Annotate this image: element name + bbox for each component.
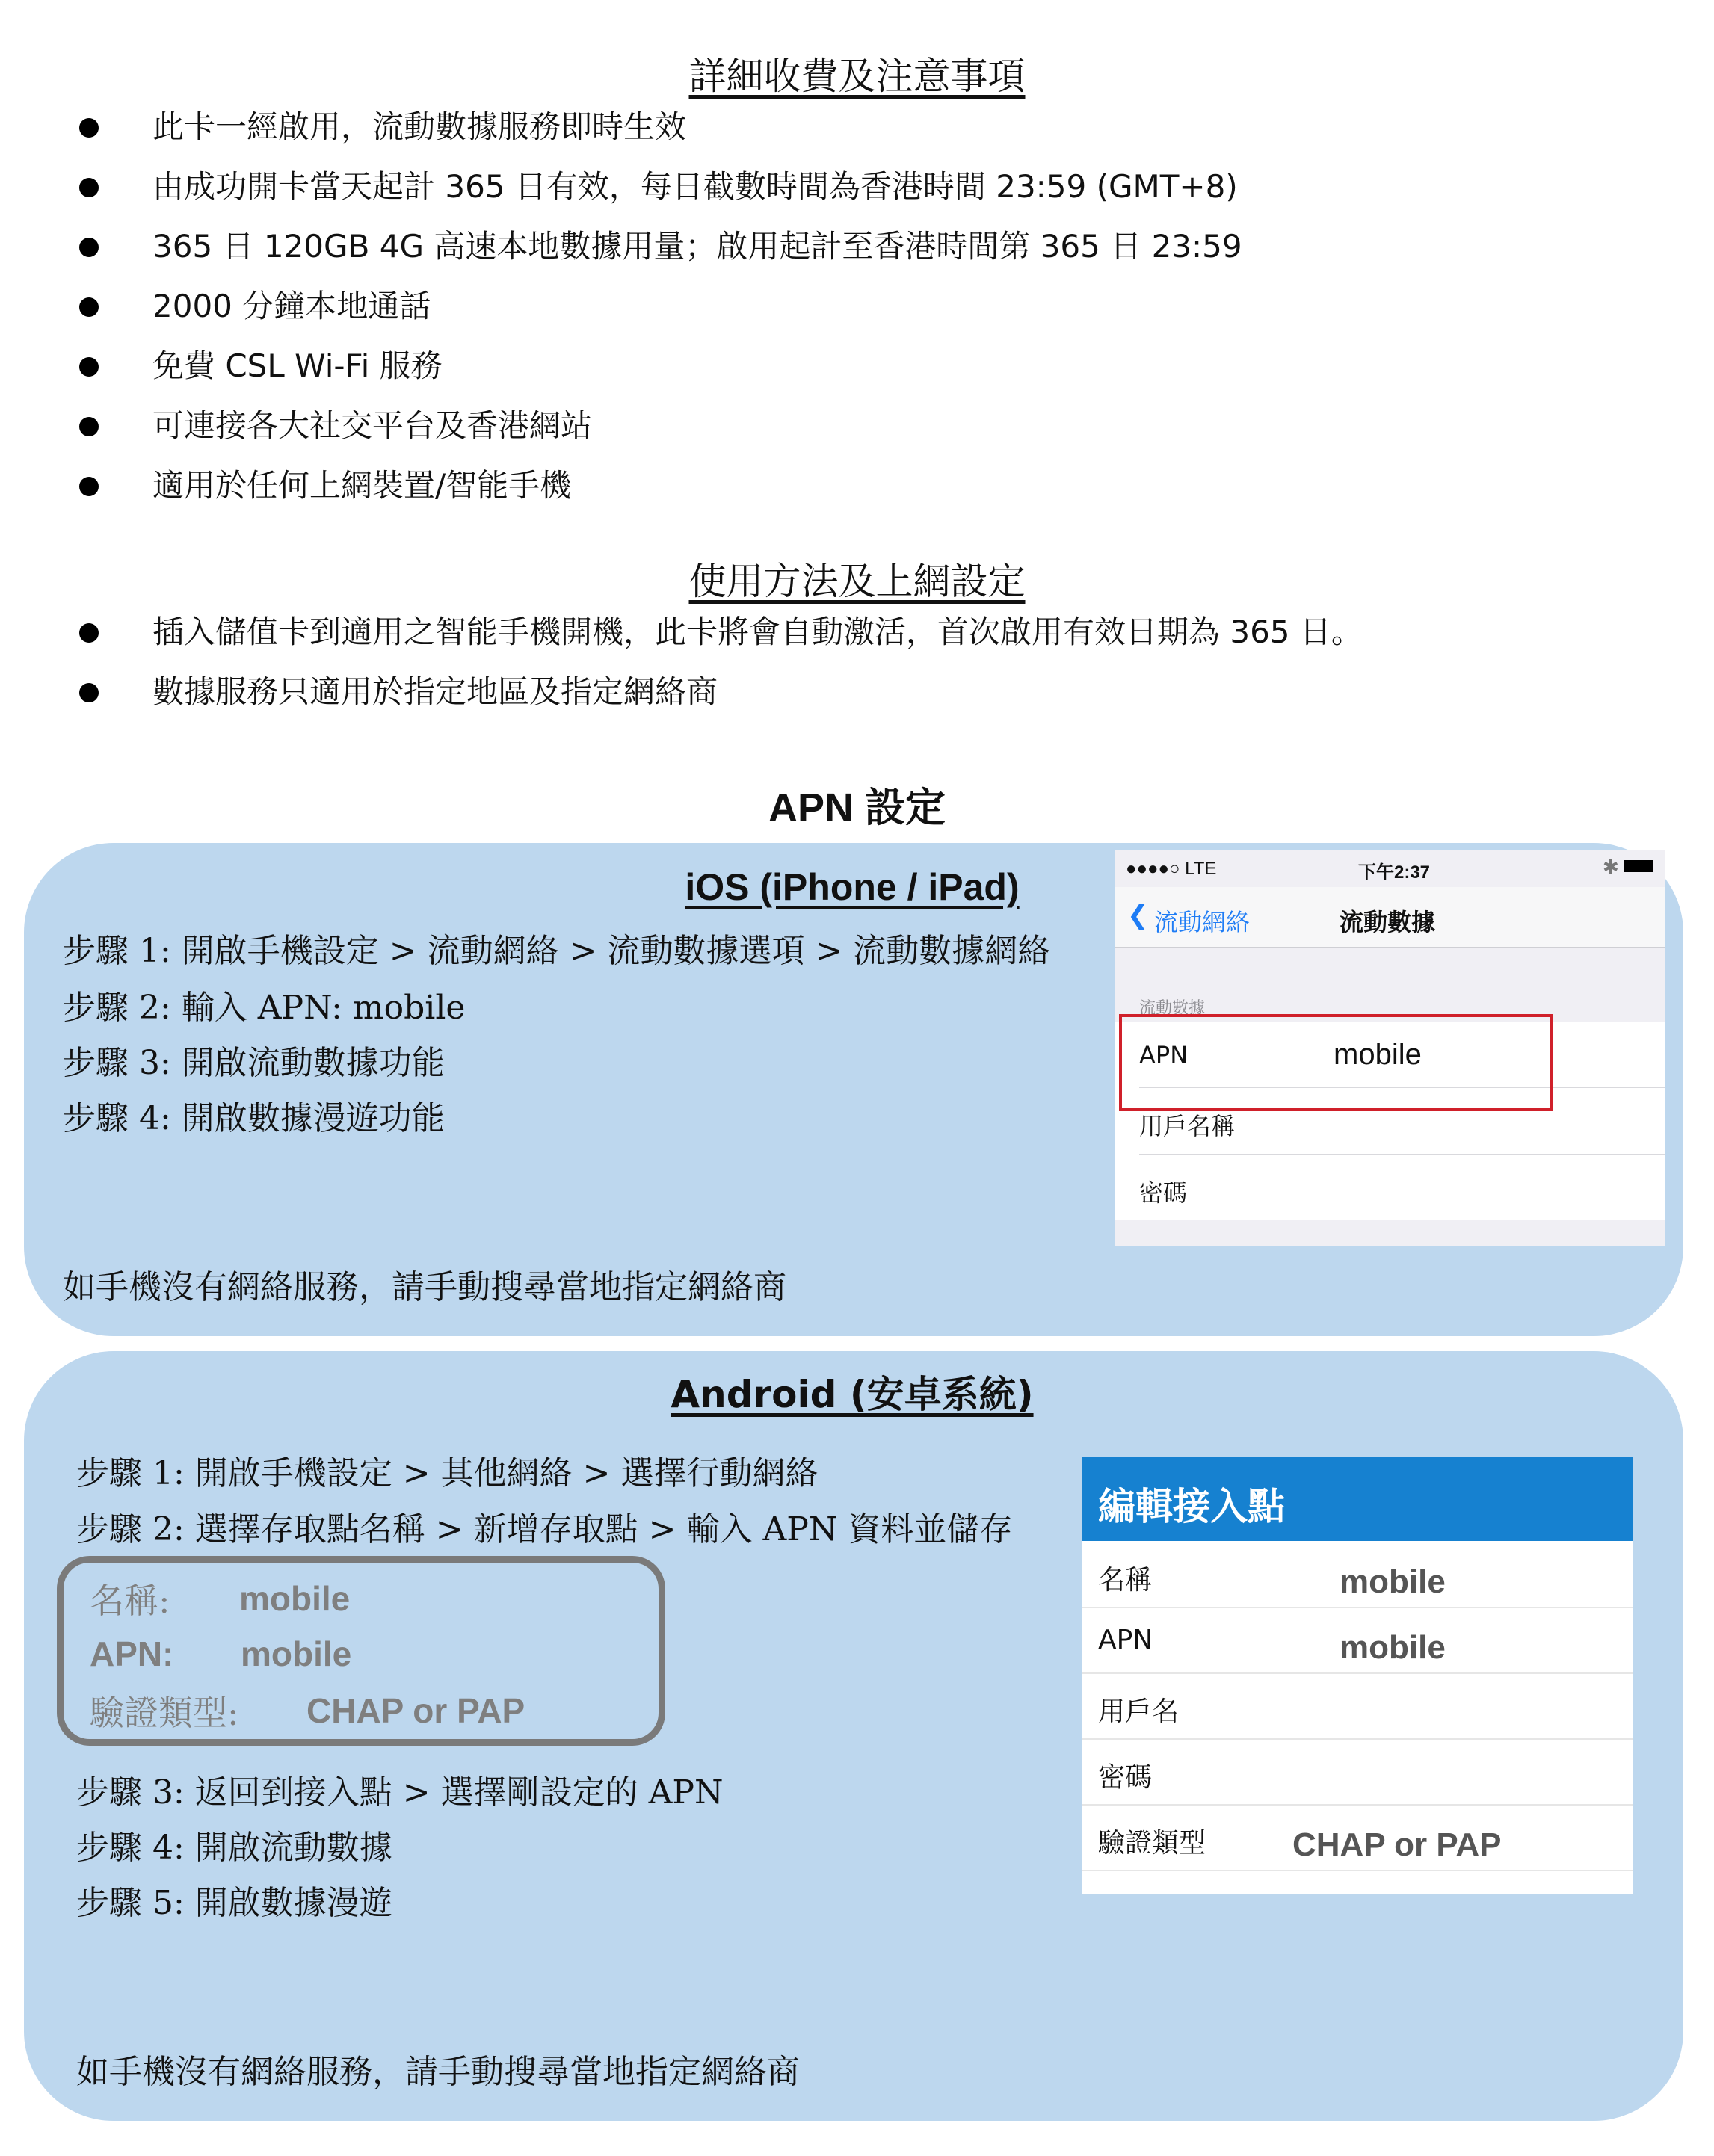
- ios-step-4: 步驟 4: 開啟數據漫遊功能: [63, 1099, 445, 1137]
- ios-screenshot: [1115, 850, 1665, 1246]
- summary-value: mobile: [239, 1579, 351, 1618]
- summary-label: 驗證類型:: [90, 1693, 239, 1733]
- ios-step-2: 步驟 2: 輸入 APN: mobile: [63, 989, 466, 1027]
- auth-type-row[interactable]: [1082, 1806, 1633, 1871]
- summary-value: CHAP or PAP: [306, 1691, 525, 1730]
- fees-list: [75, 97, 1242, 516]
- list-item: 由成功開卡當天起計 365 日有效，每日截數時間為香港時間 23:59 (GMT+8): [75, 157, 1242, 217]
- back-chevron-icon[interactable]: ❮: [1127, 901, 1149, 930]
- usage-heading: 使用方法及上網設定: [688, 560, 1026, 603]
- apn-highlight-box: [1119, 1014, 1553, 1111]
- summary-label: 名稱:: [90, 1581, 170, 1621]
- apn-value[interactable]: mobile: [1340, 1629, 1446, 1666]
- bullet-icon: [79, 683, 99, 702]
- section-header: 流動數據: [1139, 999, 1206, 1018]
- back-button[interactable]: 流動網絡: [1154, 908, 1251, 936]
- ios-status-bar: [1115, 850, 1665, 887]
- bluetooth-icon: ✱: [1603, 856, 1619, 878]
- android-note: 如手機沒有網絡服務，請手動搜尋當地指定網絡商: [76, 2053, 800, 2091]
- battery-icon: [1624, 860, 1653, 872]
- usage-list: [75, 602, 1363, 722]
- nav-title: 流動數據: [1340, 908, 1436, 936]
- ios-title: iOS (iPhone / iPad): [685, 866, 1020, 908]
- ios-nav-bar: [1115, 887, 1665, 948]
- name-value[interactable]: mobile: [1340, 1563, 1446, 1600]
- row-label: APN: [1098, 1625, 1153, 1655]
- bullet-icon: [79, 477, 99, 496]
- list-item: 免費 CSL Wi-Fi 服務: [75, 336, 1242, 396]
- android-step-4: 步驟 4: 開啟流動數據: [76, 1829, 392, 1867]
- bullet-icon: [79, 297, 99, 317]
- android-step-5: 步驟 5: 開啟數據漫遊: [76, 1884, 392, 1922]
- row-label: APN: [1139, 1041, 1189, 1069]
- bullet-icon: [79, 417, 99, 436]
- bullet-icon: [79, 623, 99, 643]
- android-header: [1082, 1457, 1633, 1541]
- bullet-icon: [79, 178, 99, 197]
- bullet-icon: [79, 118, 99, 138]
- ios-step-1: 步驟 1: 開啟手機設定 > 流動網絡 > 流動數據選項 > 流動數據網絡: [63, 932, 1051, 970]
- ios-note: 如手機沒有網絡服務，請手動搜尋當地指定網絡商: [63, 1268, 786, 1306]
- list-item: 365 日 120GB 4G 高速本地數據用量；啟用起計至香港時間第 365 日 23:59: [75, 217, 1242, 277]
- bullet-icon: [79, 357, 99, 377]
- status-time: 下午2:37: [1358, 862, 1431, 883]
- row-label: 用戶名: [1098, 1696, 1180, 1727]
- row-label: 驗證類型: [1098, 1828, 1206, 1859]
- apn-row[interactable]: [1082, 1608, 1633, 1674]
- password-row[interactable]: [1139, 1155, 1665, 1220]
- apn-value[interactable]: mobile: [1334, 1038, 1422, 1071]
- android-screenshot: [1082, 1457, 1633, 1894]
- summary-value: mobile: [241, 1634, 352, 1673]
- auth-type-value[interactable]: CHAP or PAP: [1292, 1826, 1502, 1863]
- row-label: 密碼: [1098, 1762, 1153, 1793]
- android-step-1: 步驟 1: 開啟手機設定 > 其他網絡 > 選擇行動網絡: [76, 1454, 819, 1492]
- list-item: 插入儲值卡到適用之智能手機開機，此卡將會自動激活，首次啟用有效日期為 365 日。: [75, 602, 1363, 662]
- fees-heading: 詳細收費及注意事項: [688, 55, 1026, 98]
- android-step-2: 步驟 2: 選擇存取點名稱 > 新增存取點 > 輸入 APN 資料並儲存: [76, 1510, 1013, 1548]
- ios-step-3: 步驟 3: 開啟流動數據功能: [63, 1044, 445, 1082]
- android-title: Android (安卓系統): [671, 1373, 1034, 1416]
- name-row[interactable]: [1082, 1542, 1633, 1608]
- apn-title: APN 設定: [768, 785, 946, 830]
- row-label: 密碼: [1139, 1179, 1188, 1207]
- list-item: 此卡一經啟用，流動數據服務即時生效: [75, 97, 1242, 157]
- summary-label: APN:: [90, 1634, 174, 1673]
- password-row[interactable]: [1082, 1740, 1633, 1806]
- row-label: 名稱: [1098, 1565, 1153, 1596]
- row-label: 用戶名稱: [1139, 1112, 1236, 1140]
- list-item: 可連接各大社交平台及香港網站: [75, 396, 1242, 456]
- bullet-icon: [79, 238, 99, 257]
- username-row[interactable]: [1082, 1674, 1633, 1740]
- list-item: 2000 分鐘本地通話: [75, 277, 1242, 336]
- android-step-3: 步驟 3: 返回到接入點 > 選擇剛設定的 APN: [76, 1773, 724, 1811]
- android-header-title: 編輯接入點: [1098, 1485, 1285, 1528]
- list-item: 適用於任何上網裝置/智能手機: [75, 456, 1242, 516]
- list-item: 數據服務只適用於指定地區及指定網絡商: [75, 662, 1363, 722]
- carrier-label: ●●●●○ LTE: [1126, 859, 1217, 879]
